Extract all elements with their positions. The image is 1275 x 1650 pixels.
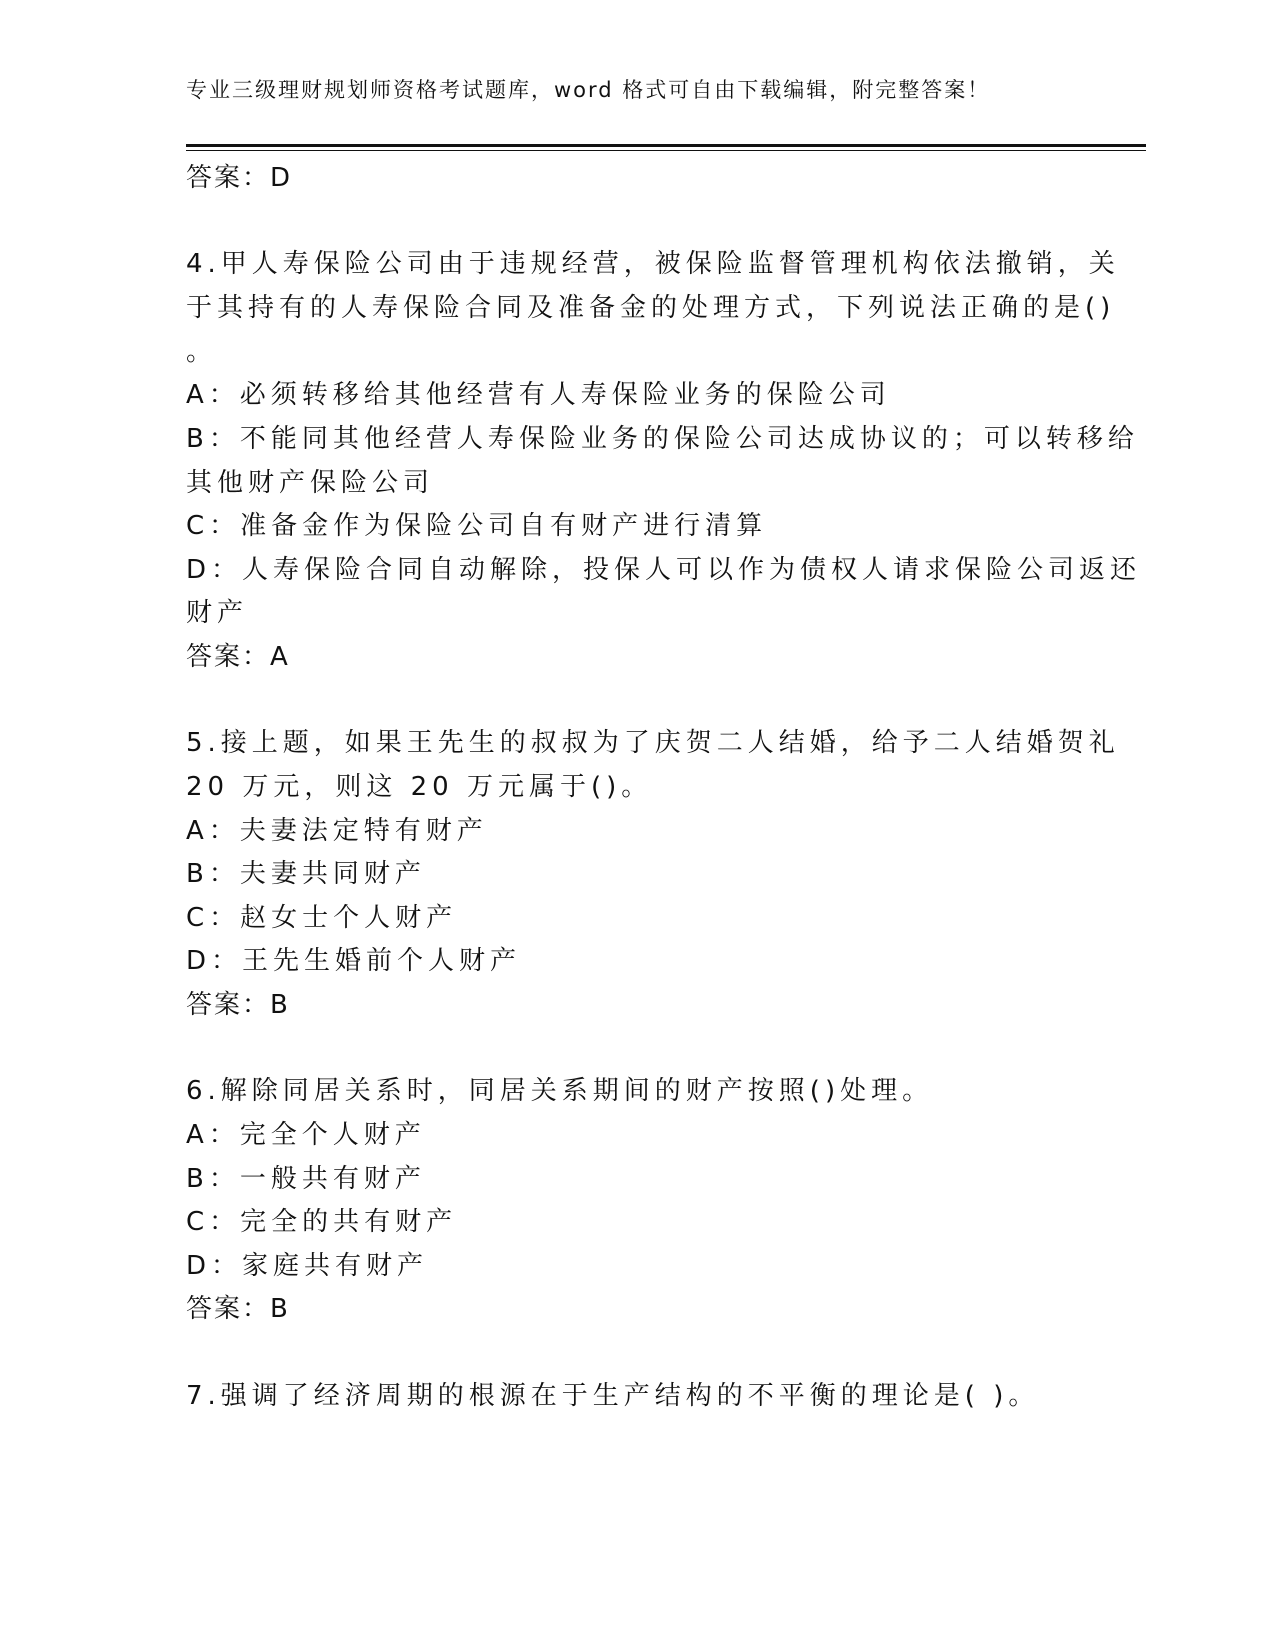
q4-answer: 答案：A (186, 642, 290, 672)
q4-option-b-line-1: B：不能同其他经营人寿保险业务的保险公司达成协议的；可以转移给 (186, 424, 1139, 454)
q4-line-1: 4.甲人寿保险公司由于违规经营，被保险监督管理机构依法撤销，关 (186, 249, 1120, 279)
q4-line-3: 。 (186, 337, 218, 367)
q4-option-d-line-2: 财产 (186, 598, 249, 628)
q5-option-d: D：王先生婚前个人财产 (186, 946, 522, 976)
q5-line-1: 5.接上题，如果王先生的叔叔为了庆贺二人结婚，给予二人结婚贺礼 (186, 728, 1120, 758)
q4-line-2: 于其持有的人寿保险合同及准备金的处理方式，下列说法正确的是() (186, 293, 1116, 323)
page-header: 专业三级理财规划师资格考试题库，word 格式可自由下载编辑，附完整答案！ (186, 78, 991, 102)
q7-line-1: 7.强调了经济周期的根源在于生产结构的不平衡的理论是( )。 (186, 1381, 1040, 1411)
q5-line-2: 20 万元，则这 20 万元属于()。 (186, 772, 653, 802)
q5-answer: 答案：B (186, 990, 290, 1020)
header-rule-thin (186, 150, 1146, 151)
q5-option-c: C：赵女士个人财产 (186, 903, 458, 933)
answer-prev: 答案：D (186, 163, 293, 193)
q4-option-b-line-2: 其他财产保险公司 (186, 468, 435, 498)
q6-line-1: 6.解除同居关系时，同居关系期间的财产按照()处理。 (186, 1076, 934, 1106)
q6-option-b: B：一般共有财产 (186, 1164, 426, 1194)
q4-option-d-line-1: D：人寿保险合同自动解除，投保人可以作为债权人请求保险公司返还 (186, 555, 1142, 585)
q6-answer: 答案：B (186, 1294, 290, 1324)
q4-option-a: A：必须转移给其他经营有人寿保险业务的保险公司 (186, 380, 891, 410)
q6-option-d: D：家庭共有财产 (186, 1251, 429, 1281)
header-rule-thick (186, 144, 1146, 147)
q5-option-b: B：夫妻共同财产 (186, 859, 426, 889)
q6-option-a: A：完全个人财产 (186, 1120, 426, 1150)
q6-option-c: C：完全的共有财产 (186, 1207, 458, 1237)
q5-option-a: A：夫妻法定特有财产 (186, 816, 488, 846)
q4-option-c: C：准备金作为保险公司自有财产进行清算 (186, 511, 768, 541)
